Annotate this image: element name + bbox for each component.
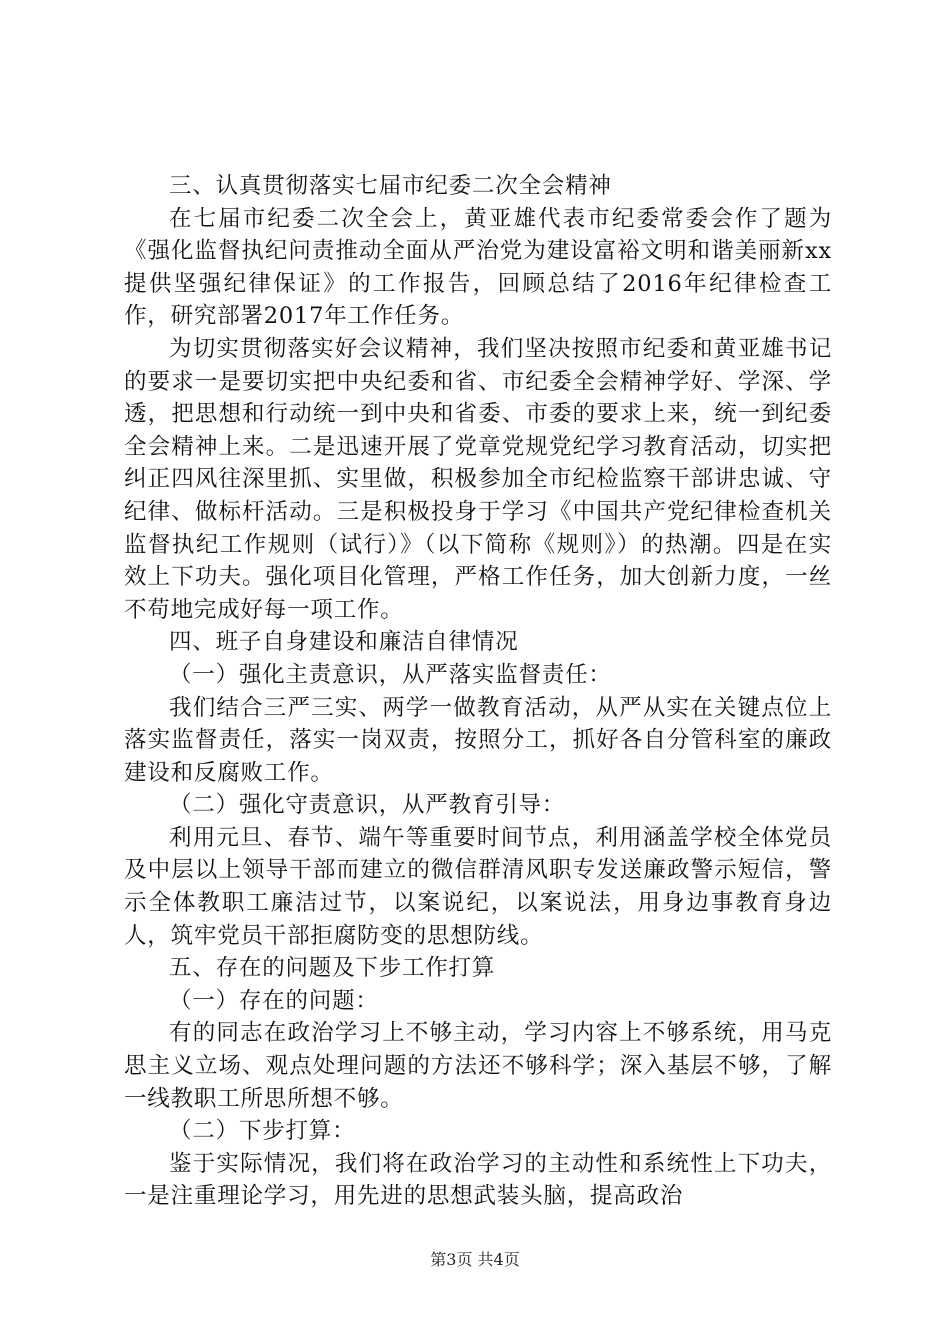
- paragraph: 在七届市纪委二次全会上，黄亚雄代表市纪委常委会作了题为《强化监督执纪问责推动全面从严治党为建设富裕文明和谐美丽新xx提供坚强纪律保证》的工作报告，回顾总结了2016年纪律检查工作，研究部署2017年工作任务。: [124, 205, 832, 330]
- paragraph: 鉴于实际情况，我们将在政治学习的主动性和系统性上下功夫，一是注重理论学习，用先进的思想武装头脑，提高政治: [124, 1150, 832, 1210]
- subsection-heading: （一）存在的问题：: [169, 987, 379, 1014]
- subsection-heading: （二）下步打算：: [169, 1118, 356, 1145]
- paragraph: 有的同志在政治学习上不够主动，学习内容上不够系统，用马克思主义立场、观点处理问题的方法还不够科学；深入基层不够，了解一线教职工所思所想不够。: [124, 1020, 832, 1112]
- document-body: [124, 170, 832, 1213]
- paragraph: 利用元旦、春节、端午等重要时间节点，利用涵盖学校全体党员及中层以上领导干部而建立的微信群清风职专发送廉政警示短信，警示全体教职工廉洁过节，以案说纪，以案说法，用身边事教育身边人，筑牢党员干部拒腐防变的思想防线。: [124, 824, 832, 949]
- paragraph: 为切实贯彻落实好会议精神，我们坚决按照市纪委和黄亚雄书记的要求一是要切实把中央纪委和省、市纪委全会精神学好、学深、学透，把思想和行动统一到中央和省委、市委的要求上来，统一到纪委全会精神上来。二是迅速开展了党章党规党纪学习教育活动，切实把纠正四风往深里抓、实里做，积极参加全市纪检监察干部讲忠诚、守纪律、做标杆活动。三是积极投身于学习《中国共产党纪律检查机关监督执纪工作规则（试行）》（以下简称《规则》）的热潮。四是在实效上下功夫。强化项目化管理，严格工作任务，加大创新力度，一丝不苟地完成好每一项工作。: [124, 335, 832, 623]
- section-heading-3: 三、认真贯彻落实七届市纪委二次全会精神: [169, 173, 612, 199]
- paragraph: 我们结合三严三实、两学一做教育活动，从严从实在关键点位上落实监督责任，落实一岗双责，按照分工，抓好各自分管科室的廉政建设和反腐败工作。: [124, 694, 832, 786]
- subsection-heading: （二）强化守责意识，从严教育引导：: [169, 792, 566, 819]
- section-heading-4: 四、班子自身建设和廉洁自律情况: [169, 629, 519, 656]
- page-footer: 第3页 共4页: [430, 1250, 520, 1269]
- section-heading-5: 五、存在的问题及下步工作打算: [169, 955, 496, 982]
- subsection-heading: （一）强化主责意识，从严落实监督责任：: [169, 661, 612, 688]
